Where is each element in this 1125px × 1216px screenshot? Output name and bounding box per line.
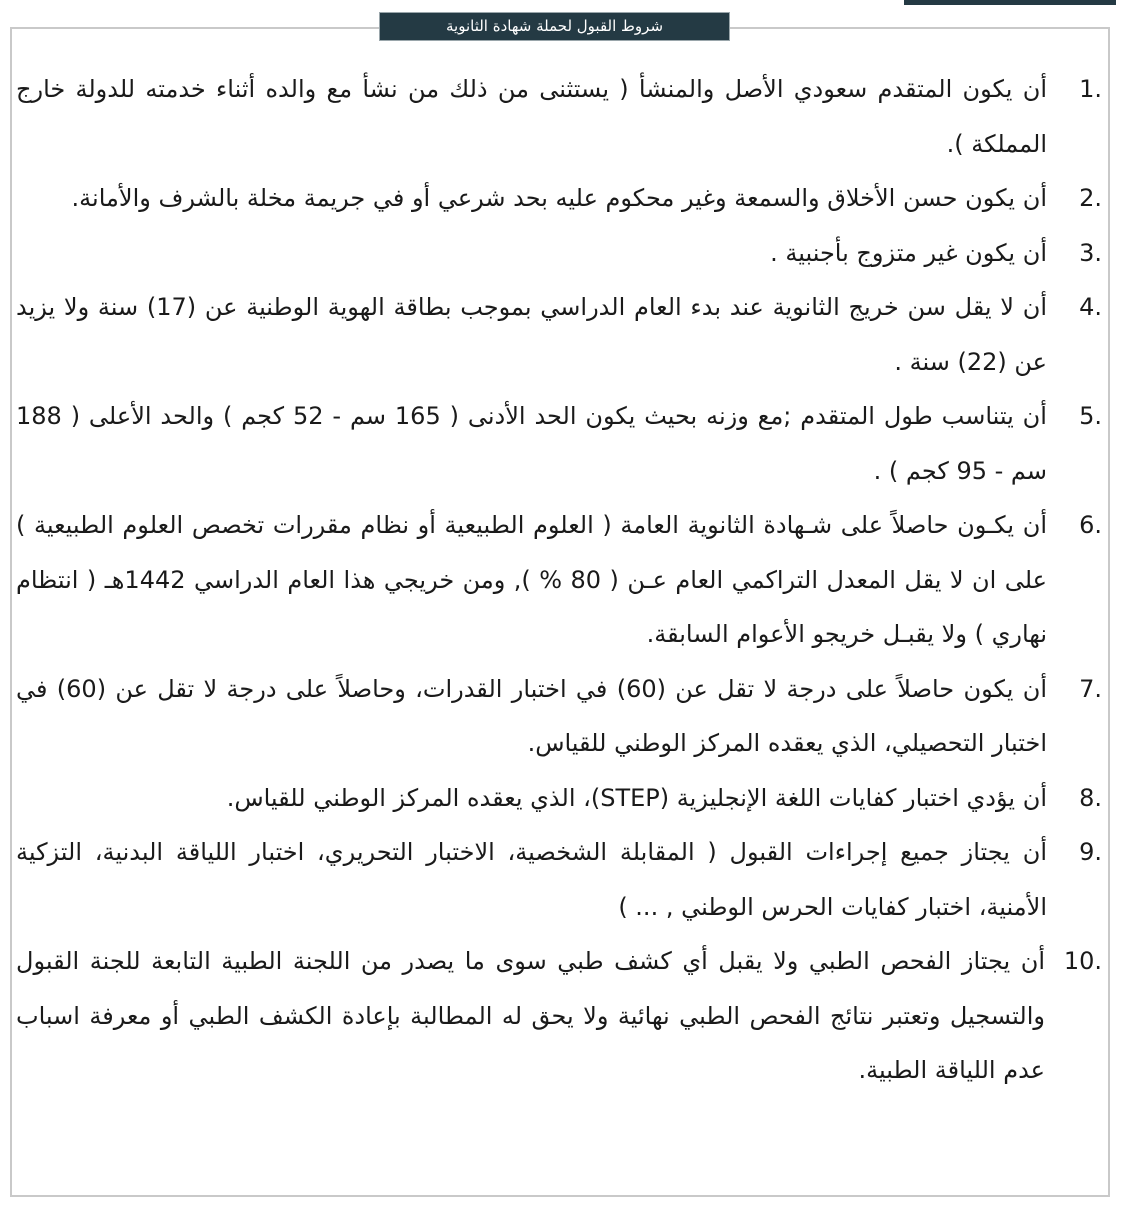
item-number: 5.: [1079, 402, 1102, 430]
item-text: أن يكون حسن الأخلاق والسمعة وغير محكوم عليه بحد شرعي أو في جريمة مخلة بالشرف والأمانة.: [71, 184, 1047, 212]
item-text: أن يؤدي اختبار كفايات اللغة الإنجليزية (STEP)، الذي يعقده المركز الوطني للقياس.: [226, 783, 1047, 812]
list-item: [16, 62, 1102, 171]
item-text: أن يكون حاصلاً على درجة لا تقل عن (60) في اختبار القدرات، وحاصلاً على درجة لا تقل عن (60) في اختبار التحصيلي، الذي يعقده المركز الوطني للقياس.: [16, 674, 1047, 757]
top-accent-bar: [904, 0, 1116, 5]
item-text: أن يكـون حاصلاً على شـهادة الثانوية العامة ( العلوم الطبيعية أو نظام مقررات تخصص العلوم الطبيعية ) على ان لا يقل المعدل التراكمي العام عـن ( 80 % ), ومن خريجي هذا العام الدراسي 1442هـ ( انتظام نهاري ) ولا يقبـل خريجو الأعوام السابقة.: [16, 511, 1047, 648]
list-item: [16, 825, 1102, 934]
item-text: أن لا يقل سن خريج الثانوية عند بدء العام الدراسي بموجب بطاقة الهوية الوطنية عن (17) سنة ولا يزيد عن (22) سنة .: [16, 293, 1048, 376]
list-item: [16, 934, 1102, 1098]
item-text: أن يكون المتقدم سعودي الأصل والمنشأ ( يستثنى من ذلك من نشأ مع والده أثناء خدمته للدولة خارج المملكة ).: [16, 75, 1047, 158]
item-text: أن يتناسب طول المتقدم ;مع وزنه بحيث يكون الحد الأدنى ( 165 سم - 52 كجم ) والحد الأعلى ( 188 سم - 95 كجم ) .: [16, 402, 1047, 485]
list-item: [16, 771, 1102, 826]
item-number: 7.: [1079, 674, 1102, 703]
item-text: أن يجتاز الفحص الطبي ولا يقبل أي كشف طبي سوى ما يصدر من اللجنة الطبية التابعة للجنة القبول والتسجيل وتعتبر نتائج الفحص الطبي نهائية ولا يحق له المطالبة بإعادة الكشف الطبي أو معرفة اسباب عدم اللياقة الطبية.: [16, 947, 1045, 1084]
item-number: 3.: [1079, 238, 1102, 267]
item-number: 10.: [1063, 947, 1102, 975]
conditions-list: [16, 62, 1102, 1098]
item-number: 2.: [1079, 184, 1102, 212]
item-number: 8.: [1079, 783, 1102, 812]
item-number: 6.: [1079, 511, 1102, 539]
list-item: [16, 171, 1102, 226]
list-item: [16, 662, 1102, 771]
page-title: شروط القبول لحملة شهادة الثانوية: [379, 12, 730, 41]
item-text: أن يكون غير متزوج بأجنبية .: [770, 238, 1047, 267]
list-item: [16, 498, 1102, 662]
list-item: [16, 280, 1102, 389]
item-text: أن يجتاز جميع إجراءات القبول ( المقابلة الشخصية، الاختبار التحريري، اختبار اللياقة البدنية، التزكية الأمنية، اختبار كفايات الحرس الوطني , ... ): [16, 838, 1047, 921]
list-item: [16, 226, 1102, 281]
item-number: 9.: [1079, 838, 1102, 866]
item-number: 1.: [1079, 75, 1102, 103]
list-item: [16, 389, 1102, 498]
item-number: 4.: [1079, 293, 1102, 321]
